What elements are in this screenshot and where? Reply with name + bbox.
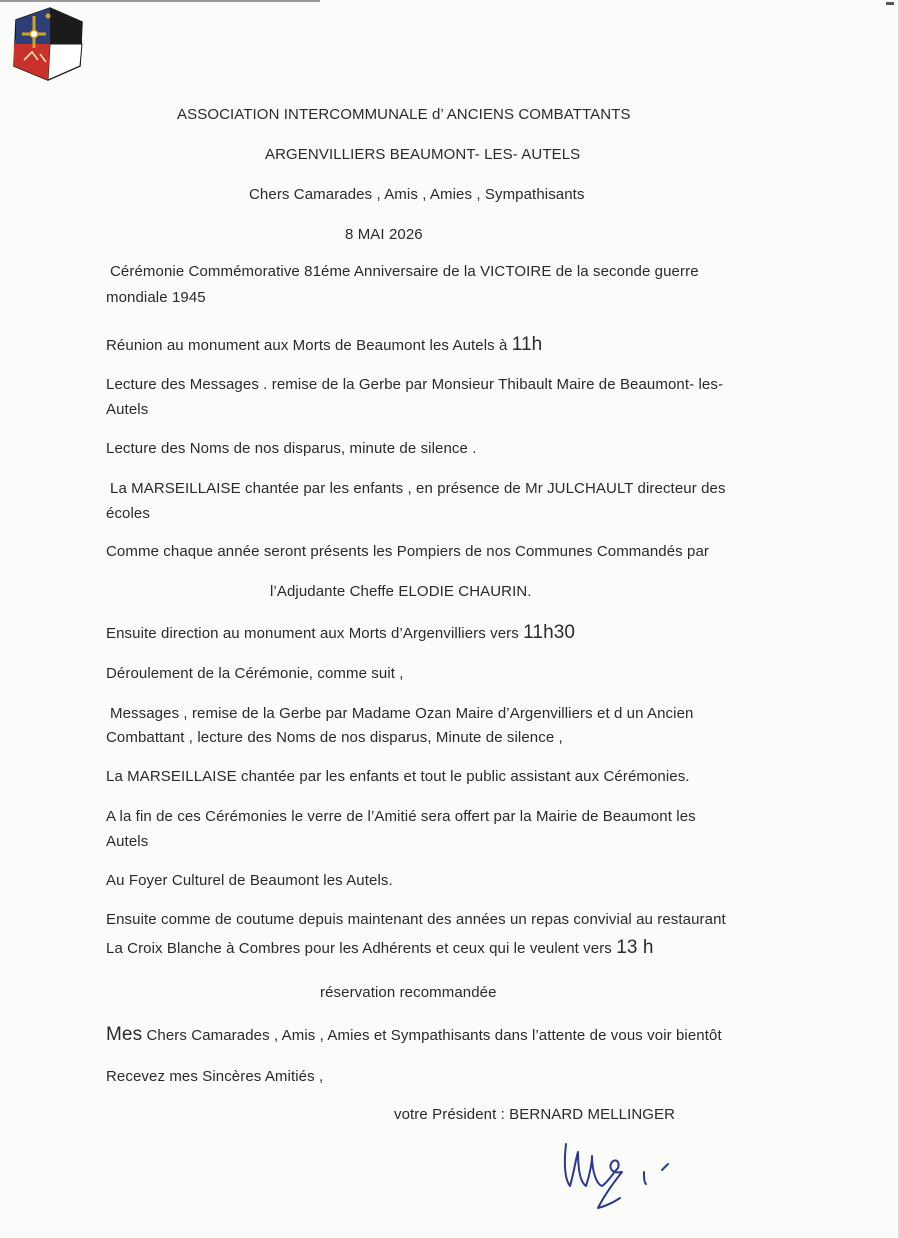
direction-argenvilliers-time: 11h30 <box>523 622 576 643</box>
friendship-drink-line2: Autels <box>106 833 149 850</box>
closing-greeting-mes: Mes <box>106 1024 143 1045</box>
marseillaise-beaumont-line2: écoles <box>106 505 150 522</box>
header-greeting: Chers Camarades , Amis , Amies , Sympathisants <box>249 186 585 203</box>
marseillaise-public: La MARSEILLAISE chantée par les enfants et tout le public assistant aux Cérémonies. <box>106 768 690 785</box>
header-association-name: ASSOCIATION INTERCOMMUNALE d’ ANCIENS COMBATTANTS <box>177 106 631 123</box>
president-signoff: votre Président : BERNARD MELLINGER <box>394 1106 676 1123</box>
scan-mark <box>886 2 894 5</box>
association-emblem-icon <box>10 6 86 82</box>
firefighters-commander: l’Adjudante Cheffe ELODIE CHAURIN. <box>270 583 532 600</box>
meeting-beaumont-text: Réunion au monument aux Morts de Beaumont les Autels à <box>106 337 508 354</box>
header-communes: ARGENVILLIERS BEAUMONT- LES- AUTELS <box>265 146 581 163</box>
direction-argenvilliers <box>106 622 575 644</box>
handwritten-signature <box>558 1122 688 1222</box>
messages-argenvilliers-line1: Messages , remise de la Gerbe par Madame Ozan Maire d’Argenvilliers et d un Ancien <box>110 705 694 722</box>
meal-line2 <box>106 937 654 959</box>
header-date: 8 MAI 2026 <box>345 226 423 243</box>
ceremony-order: Déroulement de la Cérémonie, comme suit , <box>106 665 404 682</box>
ceremony-title-line1: Cérémonie Commémorative 81éme Anniversaire de la VICTOIRE de la seconde guerre <box>110 263 699 280</box>
messages-argenvilliers-line2: Combattant , lecture des Noms de nos disparus, Minute de silence , <box>106 729 563 746</box>
meeting-beaumont <box>106 334 542 356</box>
scan-edge-top <box>0 0 320 2</box>
ceremony-title-line2: mondiale 1945 <box>106 289 206 306</box>
sincere-regards: Recevez mes Sincères Amitiés , <box>106 1068 324 1085</box>
messages-beaumont-line2: Autels <box>106 401 149 418</box>
meal-time: 13 h <box>616 937 654 958</box>
names-reading: Lecture des Noms de nos disparus, minute de silence . <box>106 440 477 457</box>
direction-argenvilliers-text: Ensuite direction au monument aux Morts d’Argenvilliers vers <box>106 625 519 642</box>
marseillaise-beaumont-line1: La MARSEILLAISE chantée par les enfants , en présence de Mr JULCHAULT directeur des <box>110 480 726 497</box>
meal-line2-text: La Croix Blanche à Combres pour les Adhérents et ceux qui le veulent vers <box>106 940 612 957</box>
messages-beaumont-line1: Lecture des Messages . remise de la Gerbe par Monsieur Thibault Maire de Beaumont- les- <box>106 376 724 393</box>
firefighters-line: Comme chaque année seront présents les Pompiers de nos Communes Commandés par <box>106 543 709 560</box>
cultural-centre: Au Foyer Culturel de Beaumont les Autels. <box>106 872 393 889</box>
closing-greeting <box>106 1024 722 1046</box>
closing-greeting-text: Chers Camarades , Amis , Amies et Sympathisants dans l’attente de vous voir bientôt <box>146 1027 722 1044</box>
reservation-note: réservation recommandée <box>320 984 497 1001</box>
meeting-beaumont-time: 11h <box>511 334 543 355</box>
friendship-drink-line1: A la fin de ces Cérémonies le verre de l’Amitié sera offert par la Mairie de Beaumont les <box>106 808 696 825</box>
meal-line1: Ensuite comme de coutume depuis maintenant des années un repas convivial au restaurant <box>106 911 726 928</box>
